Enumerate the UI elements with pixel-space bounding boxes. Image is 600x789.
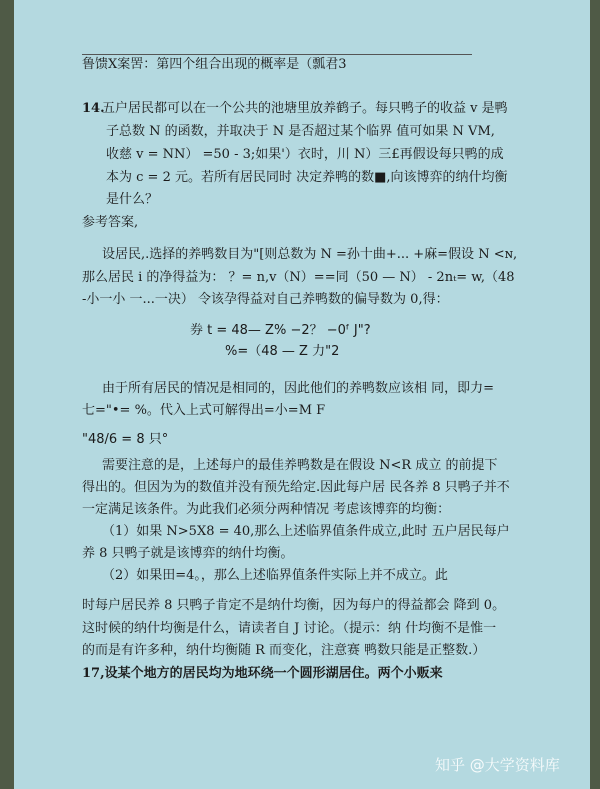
body-line-13: 时每户居民养 8 只鸭子肯定不是纳什均衡，因为每户的得益都会 降到 0。 (82, 598, 506, 613)
body-line-6: "48/6 = 8 只° (82, 432, 169, 447)
body-line-14: 这时候的纳什均衡是什么，请读者自 J 讨论。（提示：纳 什均衡不是惟一 (82, 621, 497, 636)
header-line: 鲁馈X案罟：第四个组合出现的概率是（瓢君3 (82, 57, 347, 72)
body-line-11: 养 8 只鸭子就是该博弈的纳什均衡。 (82, 546, 294, 561)
body-line-8: 得出的。但因为为的数值并没有预先给定.因此每户居 民各养 8 只鸭子并不 (82, 480, 510, 495)
equation-2: %=（48 — Z 力"2 (225, 344, 340, 359)
body-line-16: 17,设某个地方的居民均为地环绕一个圆形湖居住。两个小贩来 (82, 666, 443, 681)
body-line-10: （1）如果 N>5X8 = 40,那么上述临界值条件成立,此时 五户居民每户 (102, 524, 510, 539)
body-line-3: -小一小 一...一决） 令该孕得益对自己养鸭数的偏导数为 0,得： (82, 292, 449, 307)
question-line-2: 子总数 N 的函数，并取决于 N 是否超过某个临界 值可如果 N VM, (106, 124, 495, 139)
question-line-3: 收慈 v = NN） =50 - 3;如果'）衣时，川 N）三£再假设每只鸭的成 (106, 147, 504, 162)
question-line-1: 五户居民都可以在一个公共的池塘里放养鹤子。每只鸭子的收益 v 是鸭 (102, 101, 508, 116)
body-line-1: 设居民,.选择的养鸭数目为"[则总数为 N =孙十曲+... +麻=假设 N <ɴ, (102, 247, 518, 262)
header-rule (82, 54, 472, 55)
body-line-4: 由于所有居民的情况是相同的，因此他们的养鸭数应该相 同，即力= (102, 381, 495, 396)
question-line-5: 是什么？ (106, 192, 159, 207)
body-line-5: 七="•= %。代入上式可解得出=小=M F (82, 403, 326, 418)
question-number: 14. (82, 101, 105, 116)
body-line-9: 一定满足该条件。为此我们必须分两种情况 考虑该博弈的均衡： (82, 502, 451, 517)
answer-label: 参考答案, (82, 215, 139, 230)
body-line-2: 那么居民 i 的净得益为： ？= n,v（N）==同（50 — N） - 2nₜ= w,（48 (82, 270, 515, 285)
body-line-12: （2）如果田=4。，那么上述临界值条件实际上并不成立。此 (102, 568, 448, 583)
watermark: 知乎 @大学资料库 (435, 756, 560, 774)
body-line-15: 的而是有许多种，纳什均衡随 R 而变化，注意赛 鸭数只能是正整数.） (82, 643, 486, 658)
body-line-7: 需要注意的是，上述每户的最佳养鸭数是在假设 N<R 成立 的前提下 (102, 458, 498, 473)
question-line-4: 本为 c = 2 元。若所有居民同时 决定养鸭的数■,向该博弈的纳什均衡 (106, 170, 508, 185)
equation-1: 券 t = 48— Z% −2？ −0ᶠ J"? (190, 323, 371, 338)
